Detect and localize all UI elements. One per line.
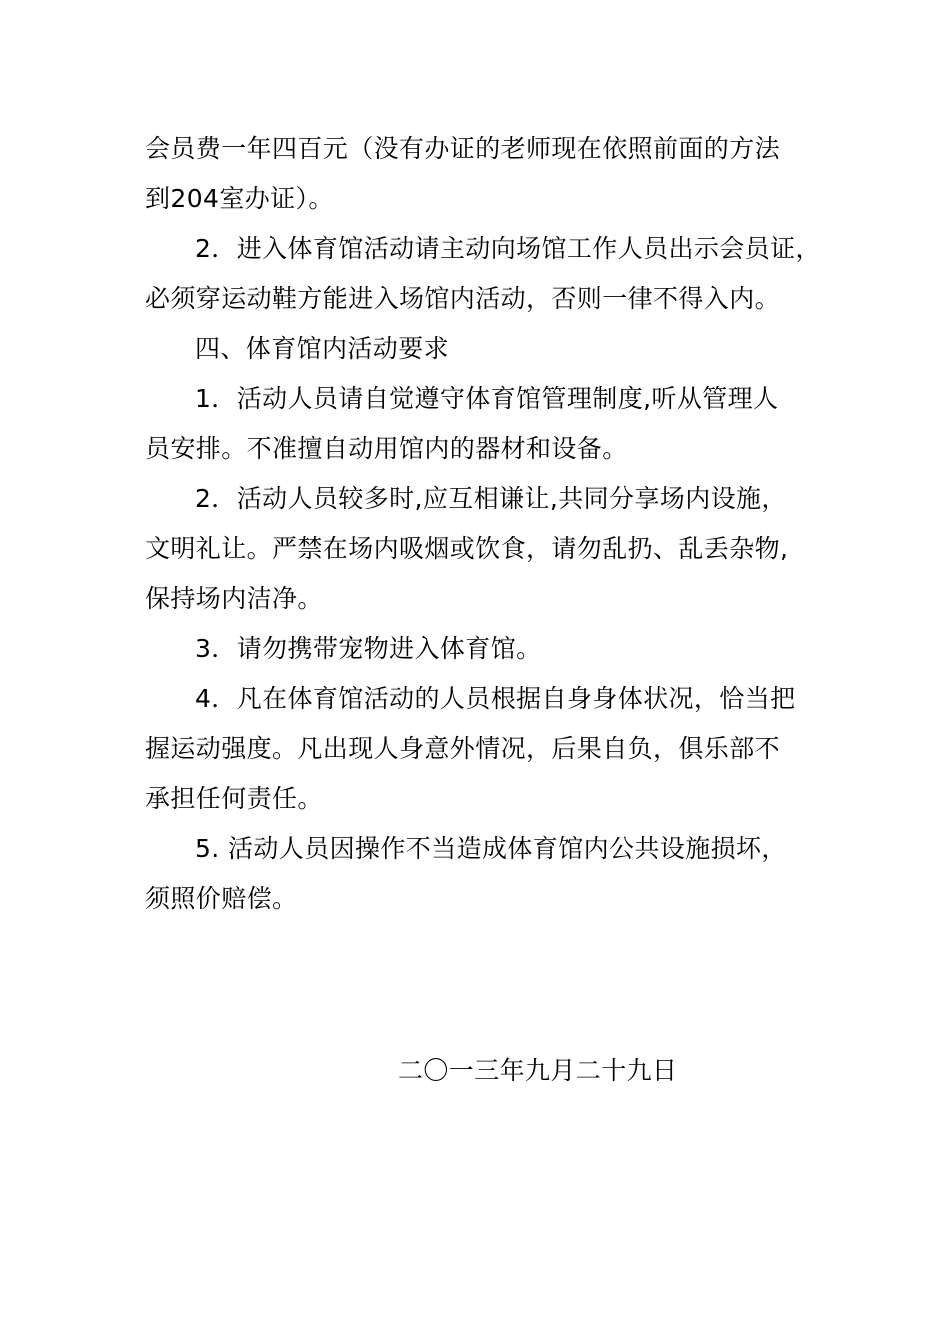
paragraph-line: 到204室办证）。 (145, 184, 334, 213)
paragraph-line: 必须穿运动鞋方能进入场馆内活动，否则一律不得入内。 (145, 284, 781, 313)
document-date: 二〇一三年九月二十九日 (398, 1056, 678, 1085)
paragraph-line: 4．凡在体育馆活动的人员根据自身身体状况，恰当把 (195, 684, 796, 713)
paragraph-line: 会员费一年四百元（没有办证的老师现在依照前面的方法 (145, 134, 781, 163)
paragraph-line: 5. 活动人员因操作不当造成体育馆内公共设施损坏， (195, 834, 787, 863)
paragraph-line: 员安排。不准擅自动用馆内的器材和设备。 (145, 434, 628, 463)
paragraph-line: 1．活动人员请自觉遵守体育馆管理制度,听从管理人 (195, 384, 779, 413)
paragraph-line: 3．请勿携带宠物进入体育馆。 (195, 634, 542, 663)
paragraph-line: 承担任何责任。 (145, 784, 323, 813)
paragraph-line: 2．活动人员较多时,应互相谦让,共同分享场内设施， (195, 484, 787, 513)
paragraph-line: 握运动强度。凡出现人身意外情况，后果自负，俱乐部不 (145, 734, 781, 763)
section-heading: 四、体育馆内活动要求 (195, 334, 450, 363)
paragraph-line: 文明礼让。严禁在场内吸烟或饮食，请勿乱扔、乱丢杂物, (145, 534, 789, 563)
paragraph-line: 须照价赔偿。 (145, 884, 298, 913)
paragraph-line: 2．进入体育馆活动请主动向场馆工作人员出示会员证， (195, 234, 821, 263)
paragraph-line: 保持场内洁净。 (145, 584, 323, 613)
